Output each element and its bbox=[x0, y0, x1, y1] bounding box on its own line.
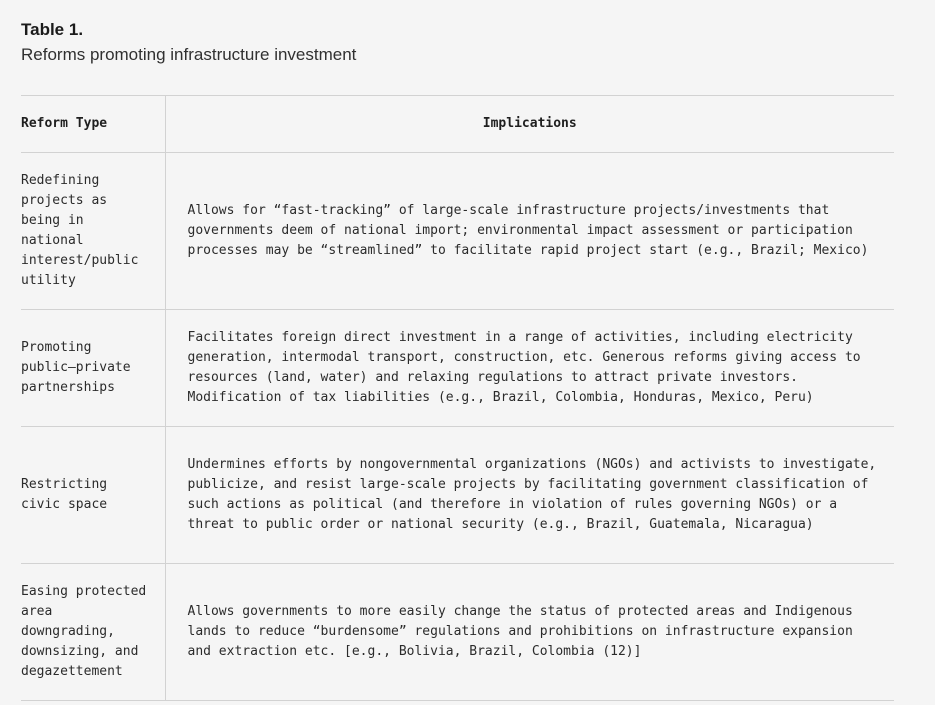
column-header-implications: Implications bbox=[165, 96, 894, 153]
implications-cell: Allows governments to more easily change the status of protected areas and Indigenous lands to reduce “burdensome” regulations and prohibitions on infrastructure expansion and extraction etc. [e.g., Bolivia, Brazil, Colombia (12)] bbox=[165, 564, 894, 701]
table-label: Table 1. bbox=[21, 20, 84, 39]
implications-cell: Facilitates foreign direct investment in a range of activities, including electricity generation, intermodal transport, construction, etc. Generous reforms giving access to resources (land, water) and relaxing regulations to attract private investors. Modification of tax liabilities (e.g., Brazil, Colombia, Honduras, Mexico, Peru) bbox=[165, 310, 894, 427]
reform-type-cell bbox=[21, 427, 165, 564]
reform-type-text: Easing protected area downgrading, downsizing, and degazettement bbox=[21, 584, 147, 679]
table-row bbox=[21, 310, 894, 427]
implications-cell: Allows for “fast-tracking” of large-scale infrastructure projects/investments that governments deem of national import; environmental impact assessment or participation processes may be “streamlined” to facilitate rapid project start (e.g., Brazil; Mexico) bbox=[165, 153, 894, 310]
table-row bbox=[21, 564, 894, 701]
table-row bbox=[21, 427, 894, 564]
reform-type-cell bbox=[21, 153, 165, 310]
reform-type-text: Restricting civic space bbox=[21, 477, 108, 512]
table-header-row bbox=[21, 96, 894, 153]
reform-type-text: Redefining projects as being in national interest/public utility bbox=[21, 173, 139, 288]
reforms-table bbox=[21, 95, 894, 701]
reform-type-text: Promoting public–private partnerships bbox=[21, 340, 131, 395]
reform-type-cell bbox=[21, 564, 165, 701]
implications-cell: Undermines efforts by nongovernmental organizations (NGOs) and activists to investigate, publicize, and resist large-scale projects by facilitating government classification of such actions as political (and therefore in violation of rules governing NGOs) or a threat to public order or national security (e.g., Brazil, Guatemala, Nicaragua) bbox=[165, 427, 894, 564]
table-title: Reforms promoting infrastructure investment bbox=[21, 45, 357, 64]
table-caption bbox=[21, 18, 356, 67]
column-header-reform-type: Reform Type bbox=[21, 96, 165, 153]
reform-type-cell bbox=[21, 310, 165, 427]
table-row bbox=[21, 153, 894, 310]
